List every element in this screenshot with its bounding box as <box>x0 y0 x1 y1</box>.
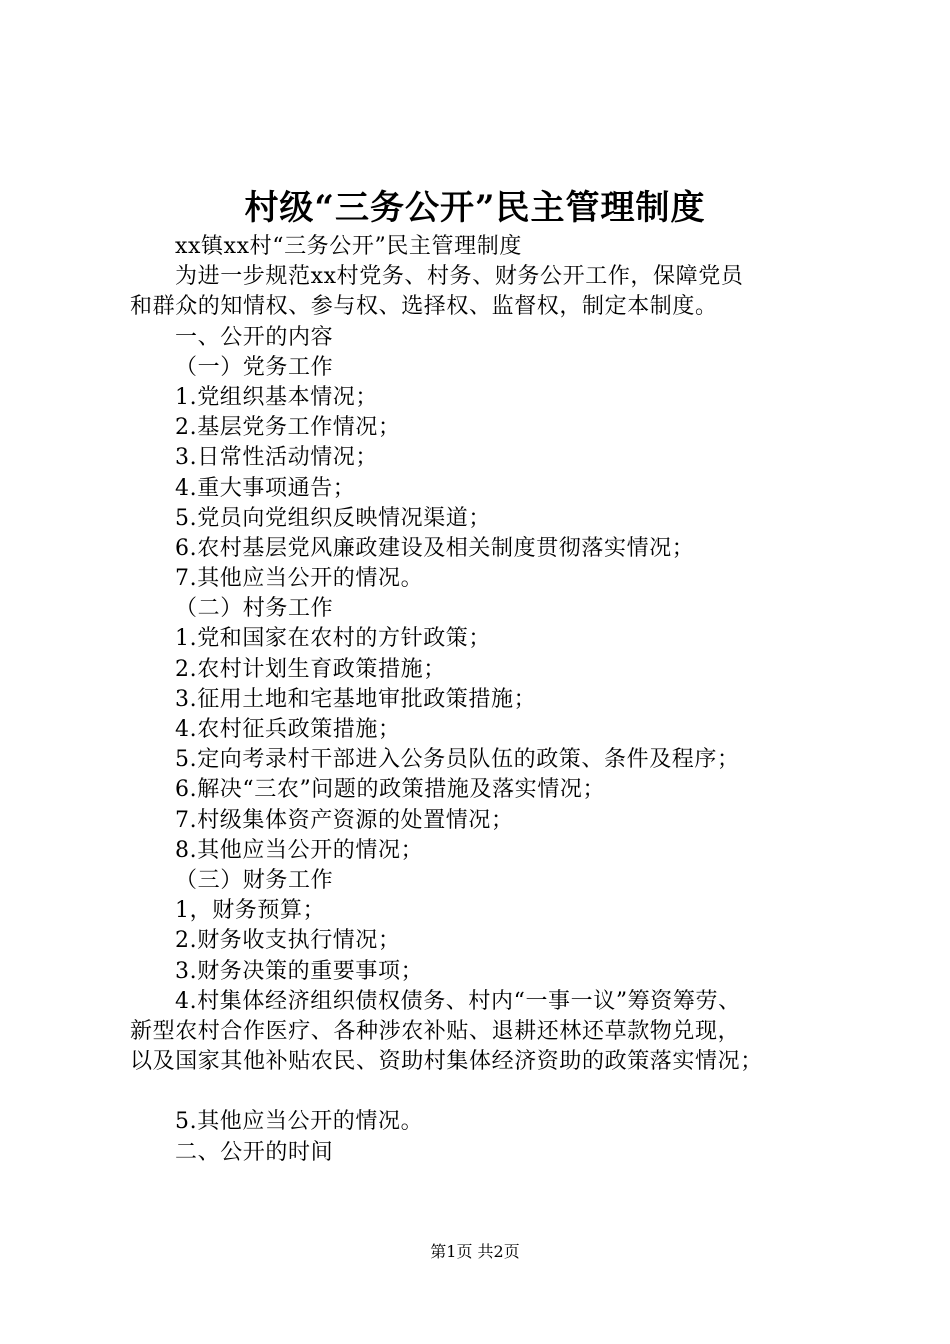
body-line: 5.其他应当公开的情况。 <box>175 1109 424 1135</box>
document-body <box>130 232 848 1168</box>
body-line: 以及国家其他补贴农民、资助村集体经济资助的政策落实情况； <box>130 1049 763 1075</box>
body-line: 1.党和国家在农村的方针政策； <box>175 626 491 652</box>
body-line: 4.村集体经济组织债权债务、村内“一事一议”筹资筹劳、 <box>175 988 741 1014</box>
body-line: 8.其他应当公开的情况； <box>175 837 424 863</box>
body-line: 和群众的知情权、参与权、选择权、监督权，制定本制度。 <box>130 294 718 320</box>
body-line: 7.村级集体资产资源的处置情况； <box>175 807 514 833</box>
body-line: 3.征用土地和宅基地审批政策措施； <box>175 686 537 712</box>
page-footer: 第1页 共2页 <box>430 1242 520 1261</box>
body-line: 新型农村合作医疗、各种涉农补贴、退耕还林还草款物兑现， <box>130 1018 741 1044</box>
body-line: 2.财务收支执行情况； <box>175 928 401 954</box>
body-line: xx镇xx村“三务公开”民主管理制度 <box>175 234 522 259</box>
body-line: 3.日常性活动情况； <box>175 445 378 471</box>
body-line: 4.农村征兵政策措施； <box>175 717 401 742</box>
body-line: 1，财务预算； <box>175 898 326 924</box>
blank-line <box>130 1077 848 1107</box>
body-line: 2.基层党务工作情况； <box>175 415 401 441</box>
body-line: 二、公开的时间 <box>175 1139 334 1165</box>
body-line: 4.重大事项通告； <box>175 475 356 501</box>
body-line: 1.党组织基本情况； <box>175 384 378 410</box>
body-line: 7.其他应当公开的情况。 <box>175 566 424 592</box>
body-line: （二）村务工作 <box>175 596 334 622</box>
body-line: 5.党员向党组织反映情况渠道； <box>175 505 491 531</box>
body-line: 2.农村计划生育政策措施； <box>175 656 446 682</box>
body-line: 一、公开的内容 <box>175 324 334 350</box>
body-line: 6.农村基层党风廉政建设及相关制度贯彻落实情况； <box>175 535 695 561</box>
body-line: 6.解决“三农”问题的政策措施及落实情况； <box>175 777 606 803</box>
document-title: 村级“三务公开”民主管理制度 <box>244 188 706 228</box>
body-line: 3.财务决策的重要事项； <box>175 958 424 984</box>
body-line: （三）财务工作 <box>175 867 334 893</box>
body-line: 为进一步规范xx村党务、村务、财务公开工作，保障党员 <box>175 264 744 290</box>
body-line: （一）党务工作 <box>175 354 334 380</box>
body-line: 5.定向考录村干部进入公务员队伍的政策、条件及程序； <box>175 747 740 773</box>
